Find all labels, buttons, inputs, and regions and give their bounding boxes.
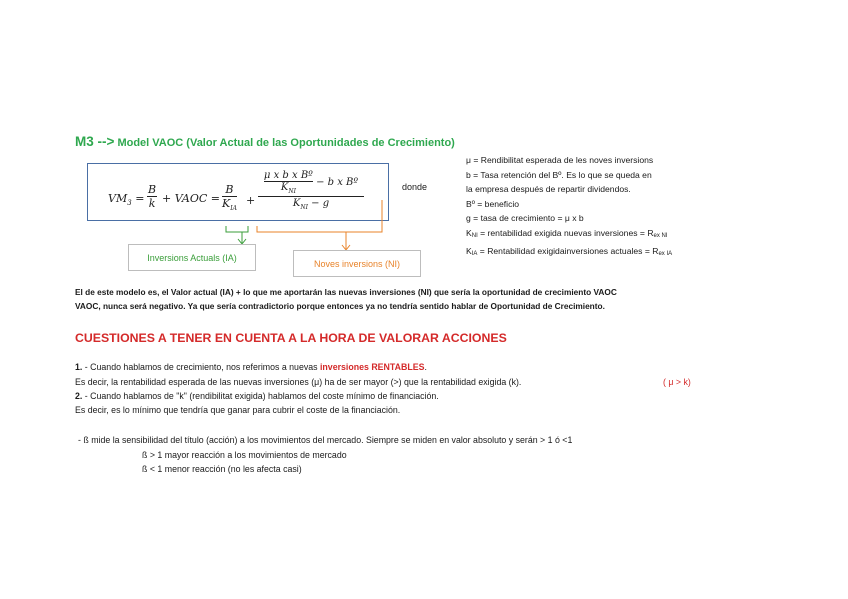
variable-legend <box>466 153 672 261</box>
inner-den-sub: NI <box>288 188 296 195</box>
inner-num: μ x b x Bº <box>263 170 313 181</box>
donde-label: donde <box>402 182 428 192</box>
frac3-den-rest: − g <box>311 198 330 209</box>
legend-mu: μ = Rendibilitat esperada de les noves inversions <box>466 155 654 165</box>
frac3-den: K <box>292 198 301 209</box>
noves-inversions-box: Noves inversions (NI) <box>293 250 421 277</box>
formula-lhs: VM <box>108 192 128 205</box>
explanation-line-2: VAOC, nunca será negativo. Ya que sería contradictorio porque entonces ya no tendría sentido hablar de Oportunidad de Crecimiento. <box>75 301 605 311</box>
legend-kia: KIA = Rentabilidad exigidainversiones actuales = Rex IA <box>466 245 673 257</box>
point-2: 2. - Cuando hablamos de "k" (rendibilitat exigida) hablamos del coste mínimo de financiación. <box>75 391 439 401</box>
beta-definition: - ß mide la sensibilidad del título (acción) a los movimientos del mercado. Siempre se miden en valor absoluto y serán > 1 ó <1 <box>78 435 573 445</box>
formula-plus: + <box>246 194 256 207</box>
legend-kni: KNI = rentabilidad exigida nuevas inversiones = Rex NI <box>466 227 668 239</box>
section-heading: CUESTIONES A TENER EN CUENTA A LA HORA DE VALORAR ACCIONES <box>75 331 507 345</box>
title-text: Model VAOC (Valor Actual de las Oportunidades de Crecimiento) <box>114 137 455 149</box>
frac3-den-sub: NI <box>300 204 308 211</box>
inner-den: K <box>280 182 289 193</box>
formula-lhs-sub: 3 <box>127 199 132 208</box>
explanation-line-1: El de este modelo es, el Valor actual (IA) + lo que me aportarán las nuevas inversiones (NI) que sería la oportunidad de crecimiento VAOC <box>75 287 617 297</box>
point-1-detail: Es decir, la rentabilidad esperada de las nuevas inversiones (μ) ha de ser mayor (>) que la rentabilidad exigida (k). <box>75 377 522 387</box>
mu-gt-k-note: ( μ > k) <box>663 377 691 387</box>
frac2-num: B <box>222 183 237 197</box>
inversions-actuals-box: Inversions Actuals (IA) <box>128 244 256 271</box>
beta-less: ß < 1 menor reacción (no les afecta casi) <box>142 464 302 474</box>
legend-beneficio: Bº = beneficio <box>466 198 520 209</box>
beta-greater: ß > 1 mayor reacción a los movimientos de mercado <box>142 450 347 460</box>
legend-b: b = Tasa retención del Bº. Es lo que se queda en <box>466 169 652 180</box>
point-1: 1. - Cuando hablamos de crecimiento, nos referimos a nuevas inversiones RENTABLES. <box>75 362 427 372</box>
legend-g: g = tasa de crecimiento = μ x b <box>466 213 584 224</box>
formula-eq: = <box>135 192 145 205</box>
formula-vaoc: + VAOC = <box>162 192 221 205</box>
point-2-detail: Es decir, es lo mínimo que tendría que ganar para cubrir el coste de la financiación. <box>75 405 401 415</box>
legend-b-cont: la empresa después de repartir dividendos. <box>466 184 631 195</box>
inner-minus: − b x Bº <box>316 177 359 188</box>
frac2-den-sub: IA <box>230 205 237 213</box>
frac1-den: k <box>148 197 156 210</box>
title-prefix: M3 --> <box>75 134 115 149</box>
frac1-num: B <box>148 183 157 196</box>
frac2-den: K <box>222 197 231 210</box>
